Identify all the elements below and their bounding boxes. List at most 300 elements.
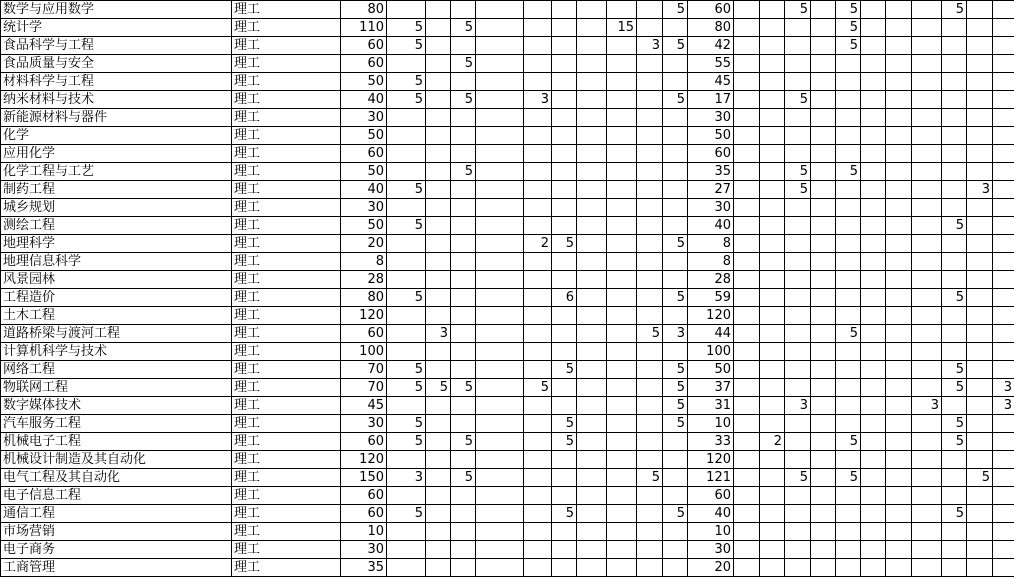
cell-category[interactable]: 理工 xyxy=(232,487,341,505)
cell-value[interactable] xyxy=(607,1,637,19)
cell-subtotal[interactable]: 10 xyxy=(688,523,734,541)
cell-value[interactable] xyxy=(993,541,1014,559)
cell-value[interactable] xyxy=(886,163,912,181)
cell-value[interactable] xyxy=(861,145,886,163)
cell-value[interactable] xyxy=(663,469,688,487)
cell-value[interactable] xyxy=(426,145,451,163)
cell-value[interactable] xyxy=(811,523,836,541)
cell-value[interactable] xyxy=(811,217,836,235)
cell-value[interactable] xyxy=(886,19,912,37)
cell-value[interactable] xyxy=(811,361,836,379)
cell-value[interactable] xyxy=(967,145,993,163)
cell-value[interactable] xyxy=(637,487,663,505)
cell-value[interactable] xyxy=(476,361,524,379)
cell-value[interactable]: 5 xyxy=(836,163,861,181)
cell-value[interactable]: 5 xyxy=(387,181,426,199)
cell-value[interactable] xyxy=(886,379,912,397)
cell-value[interactable] xyxy=(760,415,785,433)
cell-category[interactable]: 理工 xyxy=(232,307,341,325)
cell-category[interactable]: 理工 xyxy=(232,253,341,271)
cell-value[interactable] xyxy=(811,127,836,145)
cell-value[interactable] xyxy=(760,469,785,487)
cell-value[interactable] xyxy=(577,73,607,91)
cell-value[interactable] xyxy=(524,487,552,505)
cell-value[interactable] xyxy=(577,217,607,235)
cell-value[interactable] xyxy=(942,307,967,325)
cell-value[interactable] xyxy=(451,451,476,469)
cell-major-name[interactable]: 电子信息工程 xyxy=(1,487,232,505)
cell-value[interactable]: 5 xyxy=(451,19,476,37)
cell-subtotal[interactable]: 50 xyxy=(688,127,734,145)
cell-value[interactable] xyxy=(967,127,993,145)
cell-value[interactable] xyxy=(836,217,861,235)
cell-total[interactable]: 80 xyxy=(341,1,387,19)
cell-value[interactable] xyxy=(942,91,967,109)
cell-value[interactable]: 5 xyxy=(451,379,476,397)
cell-value[interactable] xyxy=(552,343,577,361)
cell-value[interactable] xyxy=(785,235,811,253)
cell-value[interactable] xyxy=(942,235,967,253)
cell-value[interactable]: 5 xyxy=(663,379,688,397)
cell-value[interactable] xyxy=(524,19,552,37)
cell-value[interactable]: 3 xyxy=(663,325,688,343)
cell-value[interactable] xyxy=(912,19,942,37)
cell-value[interactable] xyxy=(861,379,886,397)
cell-subtotal[interactable]: 20 xyxy=(688,559,734,577)
cell-value[interactable] xyxy=(836,199,861,217)
cell-value[interactable] xyxy=(886,109,912,127)
cell-value[interactable] xyxy=(967,55,993,73)
cell-value[interactable] xyxy=(836,505,861,523)
cell-value[interactable] xyxy=(734,343,760,361)
cell-value[interactable] xyxy=(836,523,861,541)
cell-value[interactable] xyxy=(451,523,476,541)
cell-value[interactable] xyxy=(387,55,426,73)
cell-value[interactable] xyxy=(861,559,886,577)
cell-value[interactable] xyxy=(663,199,688,217)
cell-value[interactable] xyxy=(552,451,577,469)
cell-major-name[interactable]: 地理信息科学 xyxy=(1,253,232,271)
cell-value[interactable]: 5 xyxy=(663,91,688,109)
cell-value[interactable] xyxy=(785,109,811,127)
cell-value[interactable]: 5 xyxy=(387,379,426,397)
cell-value[interactable]: 5 xyxy=(451,163,476,181)
cell-value[interactable] xyxy=(785,559,811,577)
cell-value[interactable] xyxy=(426,253,451,271)
cell-value[interactable] xyxy=(451,271,476,289)
cell-value[interactable] xyxy=(607,307,637,325)
cell-value[interactable] xyxy=(607,181,637,199)
cell-total[interactable]: 35 xyxy=(341,559,387,577)
cell-value[interactable] xyxy=(861,451,886,469)
cell-value[interactable]: 5 xyxy=(942,361,967,379)
cell-category[interactable]: 理工 xyxy=(232,433,341,451)
cell-value[interactable] xyxy=(785,37,811,55)
cell-value[interactable] xyxy=(760,127,785,145)
cell-value[interactable] xyxy=(663,19,688,37)
cell-value[interactable] xyxy=(577,37,607,55)
cell-subtotal[interactable]: 40 xyxy=(688,217,734,235)
cell-value[interactable] xyxy=(912,307,942,325)
cell-major-name[interactable]: 网络工程 xyxy=(1,361,232,379)
cell-value[interactable] xyxy=(836,451,861,469)
cell-total[interactable]: 60 xyxy=(341,433,387,451)
cell-category[interactable]: 理工 xyxy=(232,505,341,523)
cell-value[interactable] xyxy=(607,361,637,379)
cell-value[interactable] xyxy=(476,19,524,37)
cell-value[interactable] xyxy=(552,55,577,73)
cell-major-name[interactable]: 测绘工程 xyxy=(1,217,232,235)
cell-value[interactable] xyxy=(993,199,1014,217)
cell-major-name[interactable]: 城乡规划 xyxy=(1,199,232,217)
cell-value[interactable] xyxy=(942,325,967,343)
cell-value[interactable] xyxy=(734,217,760,235)
cell-value[interactable] xyxy=(886,235,912,253)
cell-value[interactable] xyxy=(637,145,663,163)
cell-value[interactable]: 3 xyxy=(993,397,1014,415)
cell-value[interactable] xyxy=(577,379,607,397)
cell-value[interactable] xyxy=(552,523,577,541)
cell-value[interactable] xyxy=(524,253,552,271)
cell-category[interactable]: 理工 xyxy=(232,73,341,91)
cell-value[interactable] xyxy=(785,415,811,433)
cell-value[interactable]: 5 xyxy=(942,217,967,235)
cell-value[interactable] xyxy=(524,415,552,433)
cell-value[interactable] xyxy=(993,559,1014,577)
cell-value[interactable] xyxy=(426,91,451,109)
cell-value[interactable] xyxy=(886,145,912,163)
cell-value[interactable] xyxy=(552,19,577,37)
cell-value[interactable] xyxy=(861,1,886,19)
cell-value[interactable] xyxy=(785,451,811,469)
cell-category[interactable]: 理工 xyxy=(232,379,341,397)
cell-value[interactable] xyxy=(760,343,785,361)
cell-value[interactable] xyxy=(886,181,912,199)
cell-value[interactable] xyxy=(886,199,912,217)
cell-value[interactable]: 5 xyxy=(663,289,688,307)
cell-value[interactable] xyxy=(760,379,785,397)
cell-value[interactable] xyxy=(637,271,663,289)
cell-major-name[interactable]: 风景园林 xyxy=(1,271,232,289)
cell-value[interactable] xyxy=(836,235,861,253)
cell-category[interactable]: 理工 xyxy=(232,181,341,199)
cell-value[interactable] xyxy=(760,181,785,199)
cell-value[interactable] xyxy=(663,559,688,577)
cell-value[interactable] xyxy=(912,451,942,469)
cell-value[interactable] xyxy=(912,361,942,379)
cell-category[interactable]: 理工 xyxy=(232,451,341,469)
cell-value[interactable] xyxy=(967,217,993,235)
cell-value[interactable] xyxy=(912,109,942,127)
cell-value[interactable] xyxy=(663,307,688,325)
cell-total[interactable]: 150 xyxy=(341,469,387,487)
cell-value[interactable] xyxy=(577,487,607,505)
cell-value[interactable] xyxy=(552,271,577,289)
cell-value[interactable] xyxy=(861,73,886,91)
cell-value[interactable] xyxy=(637,541,663,559)
cell-value[interactable] xyxy=(607,487,637,505)
cell-value[interactable]: 2 xyxy=(760,433,785,451)
cell-value[interactable] xyxy=(886,343,912,361)
cell-value[interactable] xyxy=(524,343,552,361)
cell-subtotal[interactable]: 121 xyxy=(688,469,734,487)
cell-value[interactable] xyxy=(637,307,663,325)
cell-value[interactable] xyxy=(476,289,524,307)
cell-value[interactable] xyxy=(451,343,476,361)
cell-value[interactable] xyxy=(734,505,760,523)
cell-value[interactable] xyxy=(426,451,451,469)
cell-value[interactable] xyxy=(637,19,663,37)
cell-value[interactable] xyxy=(942,73,967,91)
cell-category[interactable]: 理工 xyxy=(232,127,341,145)
cell-value[interactable] xyxy=(861,127,886,145)
cell-value[interactable] xyxy=(811,73,836,91)
cell-value[interactable] xyxy=(861,505,886,523)
cell-value[interactable] xyxy=(785,217,811,235)
cell-value[interactable] xyxy=(524,55,552,73)
cell-value[interactable] xyxy=(637,181,663,199)
cell-value[interactable] xyxy=(836,397,861,415)
cell-value[interactable]: 5 xyxy=(387,37,426,55)
cell-value[interactable] xyxy=(785,271,811,289)
cell-value[interactable] xyxy=(942,343,967,361)
cell-value[interactable]: 5 xyxy=(663,505,688,523)
cell-value[interactable] xyxy=(967,379,993,397)
cell-value[interactable] xyxy=(912,469,942,487)
cell-value[interactable] xyxy=(607,199,637,217)
cell-value[interactable] xyxy=(476,451,524,469)
cell-total[interactable]: 50 xyxy=(341,127,387,145)
cell-value[interactable] xyxy=(967,307,993,325)
cell-total[interactable]: 45 xyxy=(341,397,387,415)
cell-value[interactable] xyxy=(637,415,663,433)
cell-value[interactable]: 5 xyxy=(387,91,426,109)
cell-value[interactable] xyxy=(663,433,688,451)
cell-value[interactable] xyxy=(734,271,760,289)
cell-value[interactable] xyxy=(663,73,688,91)
cell-value[interactable] xyxy=(886,397,912,415)
cell-value[interactable] xyxy=(476,37,524,55)
cell-value[interactable] xyxy=(811,451,836,469)
cell-major-name[interactable]: 电子商务 xyxy=(1,541,232,559)
cell-value[interactable] xyxy=(861,361,886,379)
cell-value[interactable]: 5 xyxy=(663,397,688,415)
cell-value[interactable] xyxy=(785,505,811,523)
cell-value[interactable]: 5 xyxy=(387,19,426,37)
cell-value[interactable] xyxy=(811,163,836,181)
cell-value[interactable] xyxy=(476,469,524,487)
cell-value[interactable] xyxy=(993,37,1014,55)
cell-value[interactable] xyxy=(387,307,426,325)
cell-value[interactable] xyxy=(426,559,451,577)
cell-value[interactable] xyxy=(993,19,1014,37)
cell-value[interactable] xyxy=(451,217,476,235)
cell-value[interactable] xyxy=(861,55,886,73)
cell-value[interactable] xyxy=(967,433,993,451)
cell-value[interactable] xyxy=(476,325,524,343)
cell-value[interactable] xyxy=(524,289,552,307)
cell-value[interactable] xyxy=(451,145,476,163)
cell-value[interactable] xyxy=(577,91,607,109)
cell-value[interactable] xyxy=(451,1,476,19)
cell-value[interactable]: 15 xyxy=(607,19,637,37)
cell-category[interactable]: 理工 xyxy=(232,559,341,577)
cell-value[interactable] xyxy=(861,19,886,37)
cell-value[interactable] xyxy=(942,253,967,271)
cell-value[interactable] xyxy=(552,469,577,487)
cell-value[interactable] xyxy=(552,1,577,19)
cell-value[interactable] xyxy=(760,505,785,523)
cell-value[interactable] xyxy=(426,163,451,181)
cell-value[interactable]: 5 xyxy=(942,505,967,523)
cell-value[interactable] xyxy=(967,1,993,19)
cell-value[interactable]: 3 xyxy=(993,379,1014,397)
cell-value[interactable] xyxy=(993,289,1014,307)
cell-total[interactable]: 80 xyxy=(341,289,387,307)
cell-value[interactable] xyxy=(785,523,811,541)
cell-value[interactable] xyxy=(993,523,1014,541)
cell-value[interactable]: 5 xyxy=(785,469,811,487)
cell-value[interactable] xyxy=(734,199,760,217)
cell-value[interactable] xyxy=(476,55,524,73)
cell-value[interactable] xyxy=(785,73,811,91)
cell-value[interactable] xyxy=(637,433,663,451)
cell-value[interactable] xyxy=(577,55,607,73)
cell-value[interactable] xyxy=(524,433,552,451)
cell-subtotal[interactable]: 30 xyxy=(688,199,734,217)
cell-value[interactable] xyxy=(912,37,942,55)
cell-value[interactable] xyxy=(426,199,451,217)
cell-value[interactable] xyxy=(760,397,785,415)
cell-value[interactable] xyxy=(886,91,912,109)
cell-value[interactable]: 5 xyxy=(387,289,426,307)
cell-value[interactable] xyxy=(886,37,912,55)
cell-value[interactable] xyxy=(993,469,1014,487)
cell-value[interactable] xyxy=(760,325,785,343)
cell-value[interactable] xyxy=(607,163,637,181)
cell-value[interactable] xyxy=(387,163,426,181)
cell-value[interactable] xyxy=(426,487,451,505)
cell-value[interactable] xyxy=(552,487,577,505)
cell-value[interactable] xyxy=(734,109,760,127)
cell-value[interactable] xyxy=(387,1,426,19)
cell-value[interactable] xyxy=(760,451,785,469)
cell-value[interactable] xyxy=(760,487,785,505)
cell-category[interactable]: 理工 xyxy=(232,1,341,19)
cell-major-name[interactable]: 电气工程及其自动化 xyxy=(1,469,232,487)
cell-value[interactable] xyxy=(785,487,811,505)
cell-value[interactable] xyxy=(524,361,552,379)
cell-value[interactable] xyxy=(476,541,524,559)
cell-value[interactable] xyxy=(476,91,524,109)
cell-value[interactable] xyxy=(861,199,886,217)
cell-value[interactable] xyxy=(760,235,785,253)
cell-value[interactable]: 5 xyxy=(387,433,426,451)
cell-value[interactable] xyxy=(912,379,942,397)
cell-major-name[interactable]: 食品科学与工程 xyxy=(1,37,232,55)
cell-value[interactable] xyxy=(861,163,886,181)
cell-value[interactable] xyxy=(967,415,993,433)
cell-value[interactable] xyxy=(760,199,785,217)
cell-value[interactable] xyxy=(734,163,760,181)
cell-value[interactable] xyxy=(811,253,836,271)
cell-value[interactable] xyxy=(451,325,476,343)
cell-value[interactable] xyxy=(524,163,552,181)
cell-value[interactable]: 5 xyxy=(451,91,476,109)
cell-value[interactable] xyxy=(734,325,760,343)
cell-value[interactable] xyxy=(524,199,552,217)
cell-value[interactable] xyxy=(524,307,552,325)
cell-value[interactable] xyxy=(861,487,886,505)
cell-value[interactable]: 5 xyxy=(637,469,663,487)
cell-major-name[interactable]: 制药工程 xyxy=(1,181,232,199)
cell-value[interactable] xyxy=(886,559,912,577)
cell-value[interactable] xyxy=(912,433,942,451)
cell-total[interactable]: 40 xyxy=(341,91,387,109)
cell-value[interactable] xyxy=(426,541,451,559)
cell-value[interactable] xyxy=(836,271,861,289)
cell-total[interactable]: 60 xyxy=(341,505,387,523)
cell-value[interactable] xyxy=(552,145,577,163)
cell-value[interactable] xyxy=(886,307,912,325)
cell-value[interactable] xyxy=(607,325,637,343)
cell-value[interactable] xyxy=(912,487,942,505)
cell-value[interactable] xyxy=(451,253,476,271)
cell-value[interactable] xyxy=(577,163,607,181)
cell-subtotal[interactable]: 30 xyxy=(688,109,734,127)
cell-major-name[interactable]: 数字媒体技术 xyxy=(1,397,232,415)
cell-value[interactable] xyxy=(967,559,993,577)
cell-value[interactable] xyxy=(426,271,451,289)
cell-value[interactable]: 5 xyxy=(942,415,967,433)
cell-value[interactable] xyxy=(577,343,607,361)
cell-value[interactable] xyxy=(886,541,912,559)
cell-major-name[interactable]: 数学与应用数学 xyxy=(1,1,232,19)
cell-value[interactable] xyxy=(760,1,785,19)
cell-value[interactable] xyxy=(663,109,688,127)
cell-value[interactable] xyxy=(734,235,760,253)
cell-major-name[interactable]: 应用化学 xyxy=(1,145,232,163)
cell-value[interactable] xyxy=(734,181,760,199)
cell-value[interactable] xyxy=(912,289,942,307)
cell-subtotal[interactable]: 120 xyxy=(688,307,734,325)
cell-value[interactable] xyxy=(760,37,785,55)
cell-value[interactable] xyxy=(886,253,912,271)
cell-value[interactable] xyxy=(607,235,637,253)
cell-value[interactable]: 5 xyxy=(451,433,476,451)
cell-major-name[interactable]: 市场营销 xyxy=(1,523,232,541)
cell-value[interactable] xyxy=(607,91,637,109)
cell-value[interactable] xyxy=(836,559,861,577)
cell-value[interactable] xyxy=(476,199,524,217)
cell-value[interactable] xyxy=(967,235,993,253)
cell-value[interactable]: 5 xyxy=(663,361,688,379)
cell-value[interactable] xyxy=(861,325,886,343)
cell-value[interactable] xyxy=(886,217,912,235)
cell-subtotal[interactable]: 60 xyxy=(688,487,734,505)
cell-value[interactable] xyxy=(760,289,785,307)
cell-value[interactable] xyxy=(637,397,663,415)
cell-value[interactable] xyxy=(476,217,524,235)
cell-value[interactable]: 5 xyxy=(451,55,476,73)
cell-value[interactable] xyxy=(967,253,993,271)
cell-total[interactable]: 60 xyxy=(341,55,387,73)
cell-value[interactable] xyxy=(637,1,663,19)
cell-major-name[interactable]: 地理科学 xyxy=(1,235,232,253)
cell-subtotal[interactable]: 50 xyxy=(688,361,734,379)
cell-major-name[interactable]: 计算机科学与技术 xyxy=(1,343,232,361)
cell-value[interactable]: 5 xyxy=(785,163,811,181)
